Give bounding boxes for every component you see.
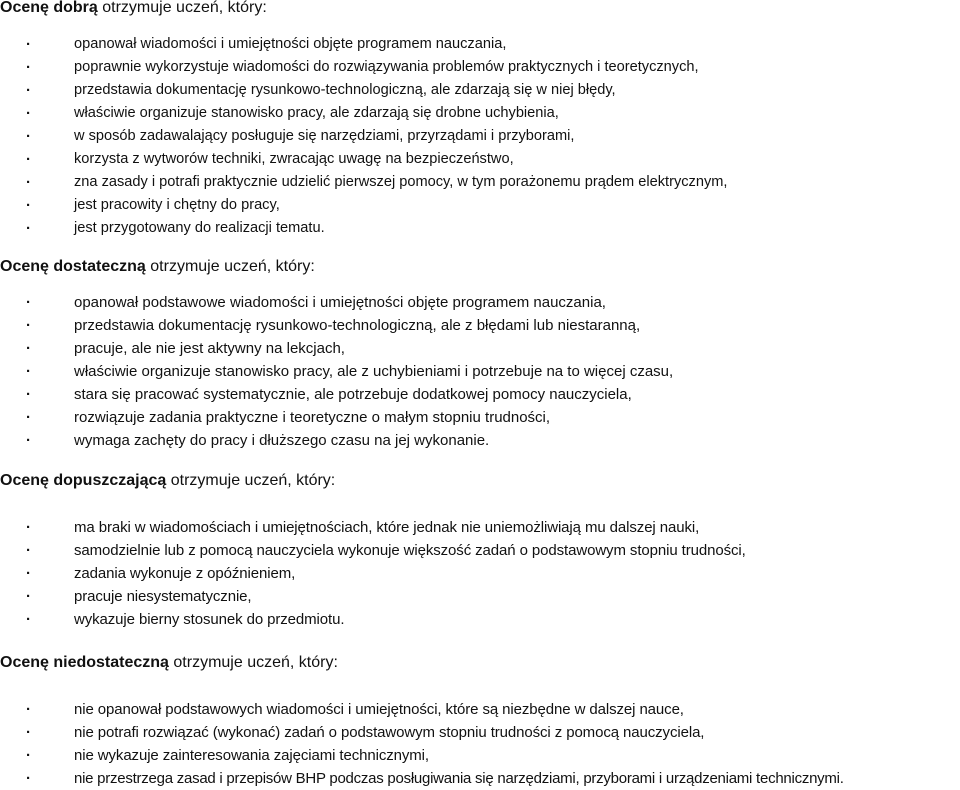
item-text: samodzielnie lub z pomocą nauczyciela wykonuje większość zadań o podstawowym stopniu trudności, [74, 542, 746, 559]
bullet: · [26, 317, 31, 334]
section-heading [0, 256, 315, 278]
bullet: · [26, 82, 31, 99]
bullet: · [26, 128, 31, 145]
grade-name: Ocenę dostateczną [0, 258, 146, 275]
section-heading [0, 470, 335, 492]
item-text: poprawnie wykorzystuje wiadomości do rozwiązywania problemów praktycznych i teoretycznych, [74, 59, 699, 75]
bullet: · [26, 363, 31, 380]
item-text: przedstawia dokumentację rysunkowo-technologiczną, ale z błędami lub niestaranną, [74, 317, 641, 334]
item-text: zna zasady i potrafi praktycznie udzielić pierwszej pomocy, w tym porażonemu prądem elektrycznym, [74, 174, 728, 190]
item-text: ma braki w wiadomościach i umiejętnościach, które jednak nie uniemożliwiają mu dalszej nauki, [74, 519, 700, 536]
heading-rest: otrzymuje uczeń, który: [166, 472, 336, 489]
bullet: · [26, 174, 31, 191]
item-text: korzysta z wytworów techniki, zwracając uwagę na bezpieczeństwo, [74, 151, 514, 167]
bullet: · [26, 294, 31, 311]
item-text: jest pracowity i chętny do pracy, [74, 197, 280, 213]
item-text: opanował wiadomości i umiejętności objęte programem nauczania, [74, 36, 507, 52]
grade-name: Ocenę dobrą [0, 0, 98, 16]
section-heading [0, 652, 338, 674]
bullet: · [26, 542, 31, 559]
bullet: · [26, 724, 31, 741]
bullet: · [26, 105, 31, 122]
bullet: · [26, 611, 31, 628]
bullet: · [26, 409, 31, 426]
bullet: · [26, 340, 31, 357]
bullet: · [26, 701, 31, 718]
item-text: stara się pracować systematycznie, ale potrzebuje dodatkowej pomocy nauczyciela, [74, 386, 632, 403]
item-text: wymaga zachęty do pracy i dłuższego czasu na jej wykonanie. [74, 432, 490, 449]
item-text: przedstawia dokumentację rysunkowo-technologiczną, ale zdarzają się w niej błędy, [74, 82, 616, 98]
item-text: nie opanował podstawowych wiadomości i umiejętności, które są niezbędne w dalszej nauce, [74, 701, 684, 718]
bullet: · [26, 565, 31, 582]
bullet: · [26, 432, 31, 449]
item-text: właściwie organizuje stanowisko pracy, ale z uchybieniami i potrzebuje na to więcej czasu, [74, 363, 674, 380]
item-text: rozwiązuje zadania praktyczne i teoretyczne o małym stopniu trudności, [74, 409, 551, 426]
heading-rest: otrzymuje uczeń, który: [168, 654, 338, 671]
item-text: w sposób zadawalający posługuje się narzędziami, przyrządami i przyborami, [74, 128, 575, 144]
bullet: · [26, 151, 31, 168]
bullet: · [26, 59, 31, 76]
section-heading [0, 0, 267, 19]
item-text: nie przestrzega zasad i przepisów BHP podczas posługiwania się narzędziami, przyborami i urządzeniami technicznymi. [74, 770, 844, 787]
grade-name: Ocenę dopuszczającą [0, 472, 167, 489]
bullet: · [26, 220, 31, 237]
item-text: jest przygotowany do realizacji tematu. [74, 220, 325, 236]
bullet: · [26, 770, 31, 787]
bullet: · [26, 197, 31, 214]
item-text: właściwie organizuje stanowisko pracy, ale zdarzają się drobne uchybienia, [74, 105, 559, 121]
item-text: opanował podstawowe wiadomości i umiejętności objęte programem nauczania, [74, 294, 606, 311]
grade-name: Ocenę niedostateczną [0, 654, 169, 671]
bullet: · [26, 519, 31, 536]
bullet: · [26, 36, 31, 53]
heading-rest: otrzymuje uczeń, który: [145, 258, 315, 275]
bullet: · [26, 386, 31, 403]
item-text: pracuje, ale nie jest aktywny na lekcjach, [74, 340, 345, 357]
bullet: · [26, 588, 31, 605]
item-text: zadania wykonuje z opóźnieniem, [74, 565, 296, 582]
item-text: pracuje niesystematycznie, [74, 588, 252, 605]
heading-rest: otrzymuje uczeń, który: [97, 0, 267, 16]
item-text: nie potrafi rozwiązać (wykonać) zadań o podstawowym stopniu trudności z pomocą nauczyciela, [74, 724, 705, 741]
bullet: · [26, 747, 31, 764]
item-text: wykazuje bierny stosunek do przedmiotu. [74, 611, 345, 628]
item-text: nie wykazuje zainteresowania zajęciami technicznymi, [74, 747, 429, 764]
